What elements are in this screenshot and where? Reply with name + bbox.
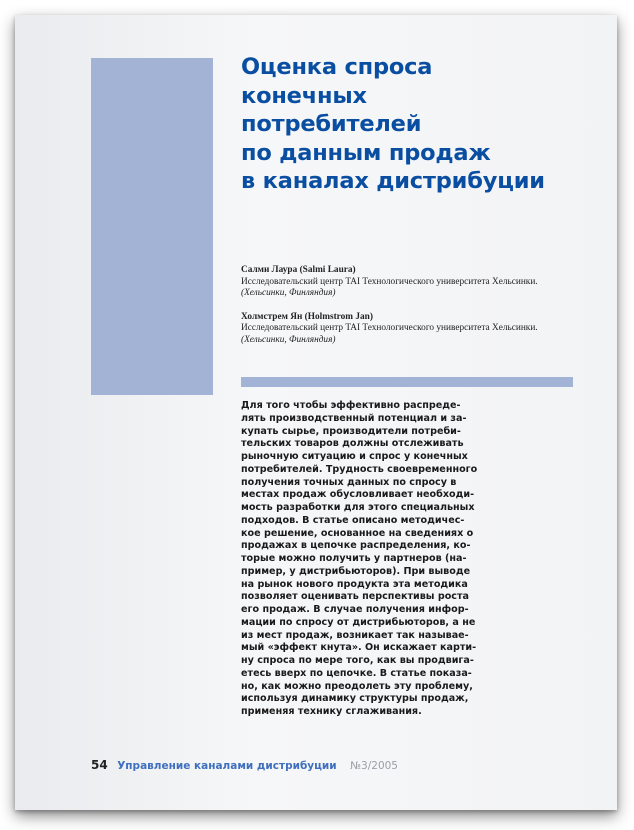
author-location: (Хельсинки, Финляндия) (241, 334, 336, 345)
abstract-line: потребителей. Трудность своевременного (241, 463, 478, 475)
abstract-line: рыночную ситуацию и спрос у конечных (241, 451, 468, 462)
journal-name: Управление каналами дистрибуции (117, 760, 337, 772)
abstract-line: из мест продаж, возникает так называе- (241, 629, 469, 641)
title-line: в каналах дистрибуции (241, 168, 545, 194)
abstract-line: етесь вверх по цепочке. В статье показа- (241, 667, 472, 679)
author-name: Салми Лаура (Salmi Laura) (241, 265, 356, 275)
abstract-line: Для того чтобы эффективно распреде- (241, 400, 461, 411)
abstract-line: позволяет оценивать перспективы роста (241, 591, 470, 603)
journal-page (15, 15, 617, 810)
title-line: по данным продаж (241, 139, 491, 166)
abstract-line: местах продаж обусловливает необходи- (241, 489, 475, 501)
page-number: 54 (91, 758, 108, 772)
abstract-line: его продаж. В случае получения инфор- (241, 604, 469, 615)
abstract-line: используя динамику структуры продаж, (241, 693, 469, 705)
abstract-line: пример, у дистрибьюторов). При выводе (241, 565, 471, 577)
decorative-blue-band (91, 58, 213, 395)
title-line: потребителей (241, 111, 422, 137)
title-line: конечных (241, 82, 367, 109)
section-divider-bar (241, 377, 573, 387)
abstract-line: мации по спросу от дистрибьюторов, а не (241, 616, 476, 628)
abstract-line: мый «эффект кнута». Он искажает карти- (241, 642, 477, 654)
author-entry (241, 312, 601, 347)
abstract-line: торые можно получить у партнеров (на- (241, 553, 467, 564)
article-abstract (241, 400, 501, 719)
abstract-line: лять производственный потенциал и за- (241, 412, 467, 424)
page-footer (91, 758, 398, 773)
author-entry (241, 265, 601, 300)
author-affiliation: Исследовательский центр TAI Технологического университета Хельсинки. (241, 323, 538, 333)
abstract-line: продажах в цепочке распределения, ко- (241, 540, 471, 552)
abstract-line: ну спроса по мере того, как вы продвига- (241, 655, 474, 666)
abstract-line: купать сырье, производители потреби- (241, 425, 461, 437)
abstract-line: применяя технику сглаживания. (241, 706, 422, 717)
abstract-line: получения точных данных по спросу в (241, 476, 457, 488)
authors-block (241, 265, 601, 358)
article-title (241, 53, 601, 196)
issue-number: №3/2005 (350, 760, 398, 772)
abstract-line: мость разработки для этого специальных (241, 502, 475, 513)
abstract-line: тельских товаров должны отслеживать (241, 438, 464, 450)
title-line: Оценка спроса (241, 54, 433, 80)
abstract-line: на рынок нового продукта эта методика (241, 578, 468, 590)
author-location: (Хельсинки, Финляндия) (241, 288, 336, 298)
author-affiliation: Исследовательский центр TAI Технологического университета Хельсинки. (241, 276, 538, 287)
abstract-line: но, как можно преодолеть эту проблему, (241, 680, 473, 692)
abstract-line: подходов. В статье описано методичес- (241, 514, 465, 526)
abstract-line: кое решение, основанное на сведениях о (241, 527, 474, 539)
author-name: Холмстрем Ян (Holmstrom Jan) (241, 311, 373, 322)
